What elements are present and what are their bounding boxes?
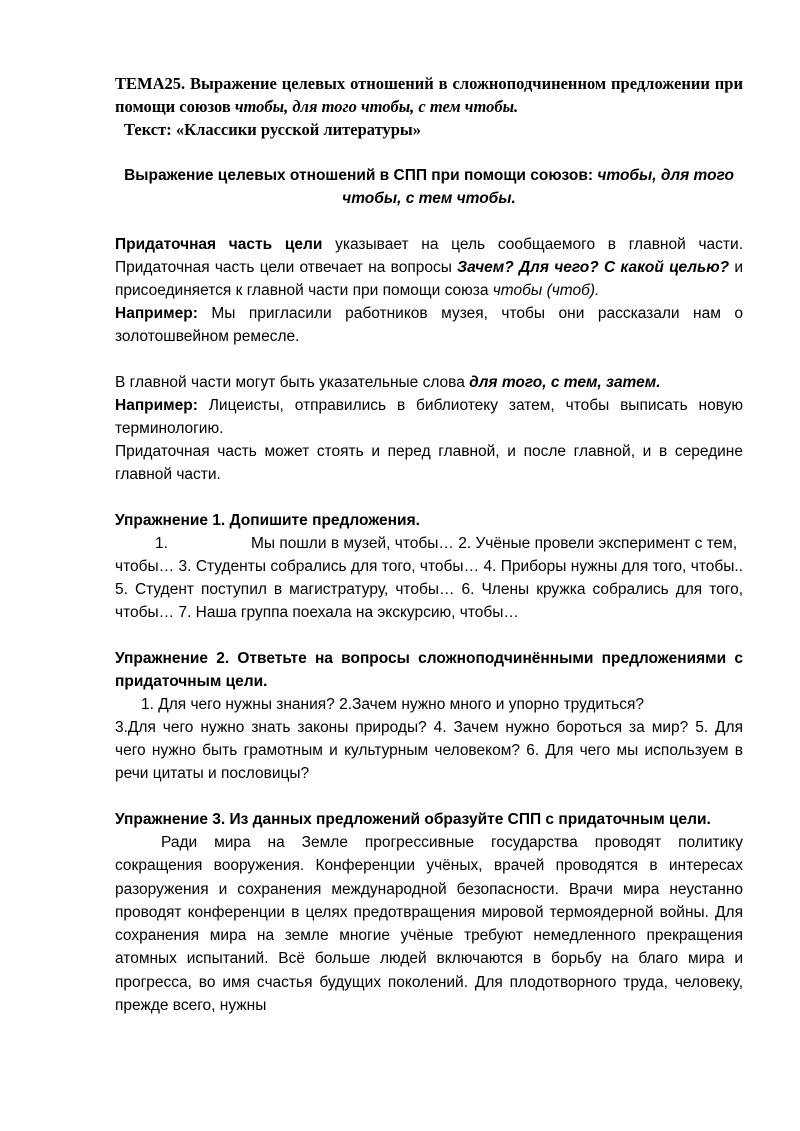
exercise-3-title: Упражнение 3. Из данных предложений образуйте СПП с придаточным цели. bbox=[115, 811, 711, 828]
example-label-2: Например: bbox=[115, 397, 198, 414]
exercise-1-number: 1. bbox=[155, 535, 168, 552]
text-subtitle bbox=[124, 118, 743, 141]
text-title: «Классики русской литературы» bbox=[175, 120, 422, 139]
example-text-2: Лицеисты, отправились в библиотеку затем, чтобы выписать новую терминологию. bbox=[115, 397, 743, 437]
rule-paragraph bbox=[115, 233, 743, 302]
demonstrative-text: В главной части могут быть указательные слова bbox=[115, 374, 470, 391]
exercise-1-title: Упражнение 1. Допишите предложения. bbox=[115, 512, 420, 529]
exercise-2-body: 3.Для чего нужно знать законы природы? 4. Зачем нужно бороться за мир? 5. Для чего нужно быть грамотным и культурным человеком? 6. Для чего мы используем в речи цитаты и пословицы? bbox=[115, 719, 743, 782]
rule-text-1: указывает на цель сообщаемого в главной части. Придаточная часть цели отвечает на вопросы bbox=[115, 236, 743, 276]
text-colon: : bbox=[166, 120, 172, 139]
rule-example bbox=[115, 302, 743, 348]
demonstrative-words: для того, с тем, затем. bbox=[469, 374, 661, 391]
section-heading-plain: Выражение целевых отношений в СПП при помощи союзов: bbox=[124, 167, 598, 184]
topic-title-conjunctions: чтобы, для того чтобы, с тем чтобы. bbox=[234, 97, 519, 116]
demonstrative-paragraph bbox=[115, 371, 743, 394]
rule-questions: Зачем? Для чего? С какой целью? bbox=[457, 259, 730, 276]
exercise-2-title: Упражнение 2. Ответьте на вопросы сложноподчинёнными предложениями с придаточным цели. bbox=[115, 650, 743, 690]
rule-text-2: и присоединяется к главной части при помощи союза bbox=[115, 259, 743, 299]
example-label: Например: bbox=[115, 305, 198, 322]
section-heading-italic: чтобы, для того чтобы, с тем чтобы. bbox=[342, 167, 734, 207]
example-text: Мы пригласили работников музея, чтобы они рассказали нам о золотошвейном ремесле. bbox=[115, 305, 743, 345]
exercise-1-first-line bbox=[115, 532, 743, 555]
text-label: Текст bbox=[124, 120, 167, 139]
document-page bbox=[115, 72, 743, 1017]
topic-title-main: ТЕМА25. Выражение целевых отношений в сложноподчиненном предложении при помощи союзов bbox=[115, 74, 743, 116]
exercise-2-first-line: 1. Для чего нужны знания? 2.Зачем нужно много и упорно трудиться? bbox=[141, 696, 644, 713]
rule-term: Придаточная часть цели bbox=[115, 236, 323, 253]
position-paragraph: Придаточная часть может стоять и перед главной, и после главной, и в середине главной части. bbox=[115, 443, 743, 483]
section-heading bbox=[115, 164, 743, 210]
exercise-3-text: Ради мира на Земле прогрессивные государства проводят политику сокращения вооружения. Конференции учёных, врачей проводятся в интересах разоружения и сохранения международной безопасности. Врачи мира неустанно проводят конференции в целях предотвращения мировой термоядерной войны. Для сохранения мира на земле многие учёные требуют немедленного прекращения атомных испытаний. Всё больше людей включаются в борьбу на благо мира и прогресса, во имя счастья будущих поколений. Для плодотворного труда, человеку, прежде всего, нужны bbox=[115, 834, 743, 1015]
rule-conjunction: чтобы (чтоб). bbox=[492, 282, 600, 299]
exercise-1-body: чтобы… 3. Студенты собрались для того, чтобы… 4. Приборы нужны для того, чтобы.. 5. Студент поступил в магистратуру, чтобы… 6. Члены кружка собрались для того, чтобы… 7. Наша группа поехала на экскурсию, чтобы… bbox=[115, 558, 743, 621]
demonstrative-example bbox=[115, 394, 743, 440]
exercise-1-first-text: Мы пошли в музей, чтобы… 2. Учёные провели эксперимент с тем, bbox=[251, 535, 738, 552]
topic-title bbox=[115, 72, 743, 118]
